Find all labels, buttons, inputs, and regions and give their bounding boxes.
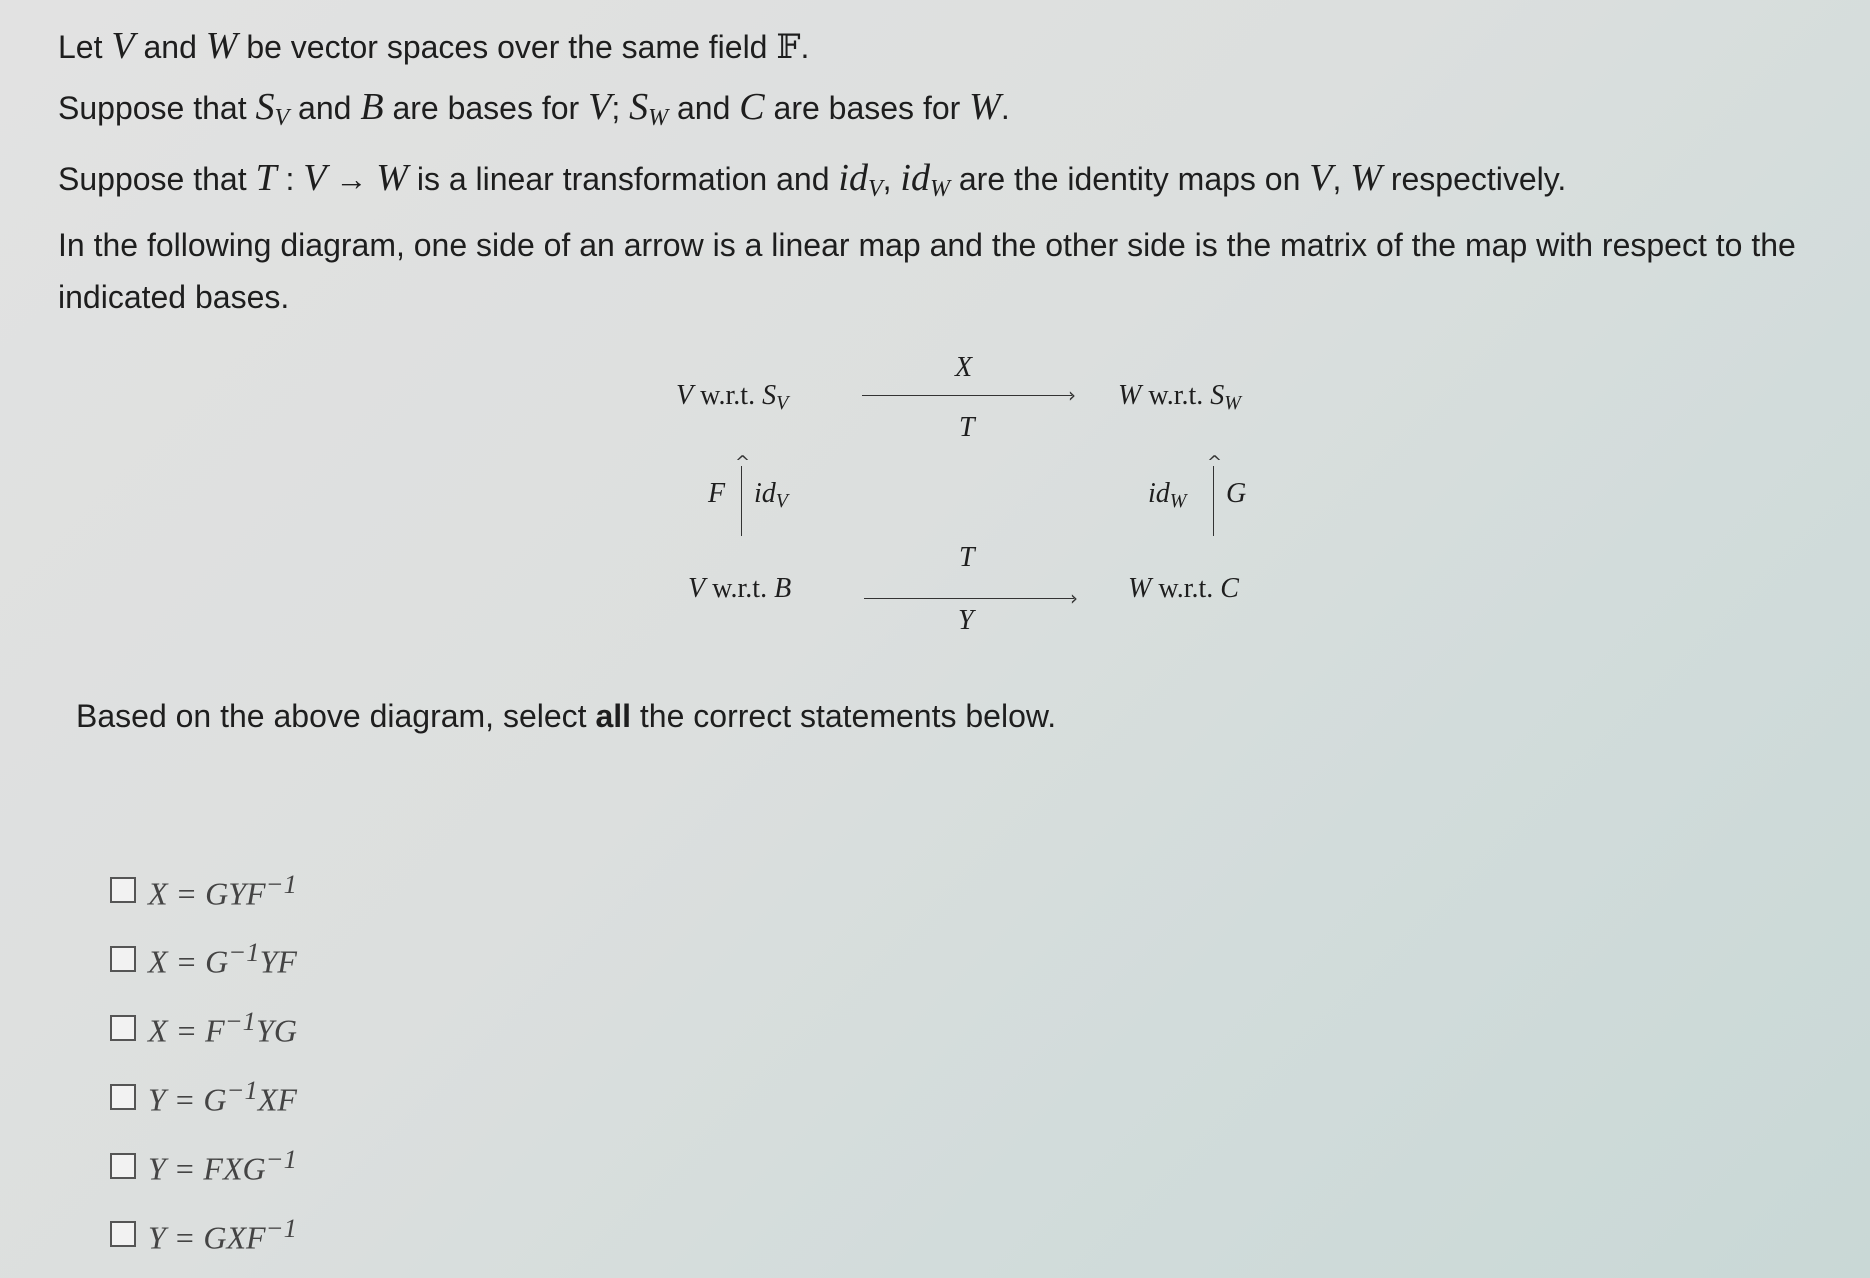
right-arrow-label-left: idW xyxy=(1148,478,1187,512)
left-arrow-label-right: idV xyxy=(754,478,788,512)
intro-line-4: In the following diagram, one side of an arrow is a linear map and the other side is the matrix of the map with respect to the indicated bases. xyxy=(58,227,1796,315)
checkbox[interactable] xyxy=(110,1153,136,1179)
option-label: $X = G^{-1}YF$ xyxy=(148,937,297,981)
option-1[interactable] xyxy=(110,856,297,925)
node-top-left: V w.r.t. SV xyxy=(676,380,789,414)
option-5[interactable] xyxy=(110,1131,297,1200)
option-label: $X = F^{-1}YG$ xyxy=(148,1006,297,1049)
right-arrowhead-icon: › xyxy=(1070,586,1078,610)
right-arrow-line xyxy=(1213,466,1214,536)
checkbox[interactable] xyxy=(110,1221,136,1247)
intro-line-2: Suppose that $S_V$ and B are bases for V; $S_W$ and C are bases for W. xyxy=(58,86,1010,131)
checkbox[interactable] xyxy=(110,1015,136,1041)
option-label: $X = GYF^{-1}$ xyxy=(148,868,297,912)
option-4[interactable] xyxy=(110,1062,297,1131)
answer-options xyxy=(110,856,297,1269)
checkbox[interactable] xyxy=(110,946,136,972)
node-bottom-left: V w.r.t. B xyxy=(688,573,792,604)
checkbox[interactable] xyxy=(110,877,136,903)
bottom-arrow-label-below: Y xyxy=(958,605,974,636)
intro-line-3: Suppose that T : V → W is a linear transformation and $id_V$, $id_W$ are the identity maps on V, W respectively. xyxy=(58,157,1567,202)
left-arrow-line xyxy=(741,466,742,536)
option-label: $Y = GXF^{-1}$ xyxy=(148,1212,297,1256)
node-bottom-right: W w.r.t. C xyxy=(1128,573,1239,604)
top-arrow-label-above: X xyxy=(955,352,973,383)
up-arrowhead-icon: ^ xyxy=(735,452,751,473)
checkbox[interactable] xyxy=(110,1084,136,1110)
right-arrow-label-right: G xyxy=(1226,478,1247,509)
question-prompt: Based on the above diagram, select all the correct statements below. xyxy=(76,698,1057,734)
option-label: $Y = FXG^{-1}$ xyxy=(148,1143,297,1187)
intro-line-1: Let V and W be vector spaces over the same field 𝔽. xyxy=(58,25,810,67)
up-arrowhead-icon: ^ xyxy=(1207,452,1223,473)
option-6[interactable] xyxy=(110,1200,297,1269)
option-3[interactable] xyxy=(110,994,297,1063)
bottom-arrow-label-above: T xyxy=(959,542,975,573)
option-label: $Y = G^{-1}XF$ xyxy=(148,1074,297,1118)
right-arrowhead-icon: › xyxy=(1068,383,1076,407)
option-2[interactable] xyxy=(110,925,297,994)
top-arrow-line xyxy=(862,395,1072,396)
left-arrow-label-left: F xyxy=(708,478,726,509)
top-arrow-label-below: T xyxy=(959,412,975,443)
bottom-arrow-line xyxy=(864,598,1074,599)
node-top-right: W w.r.t. SW xyxy=(1118,380,1241,414)
